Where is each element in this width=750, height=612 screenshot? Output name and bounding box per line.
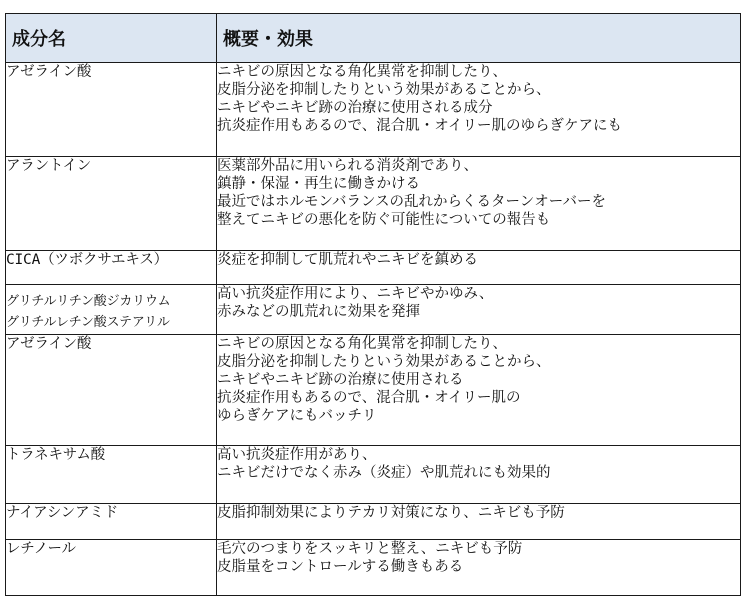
table-row	[6, 540, 741, 596]
description-cell	[217, 540, 741, 596]
description-line: 炎症を抑制して肌荒れやニキビを鎮める	[217, 252, 478, 268]
ingredient-name: CICA（ツボクサエキス）	[6, 252, 168, 268]
description-line: 皮脂量をコントロールする働きもある	[217, 559, 464, 575]
description-cell	[217, 446, 741, 504]
description-cell	[217, 285, 741, 335]
ingredient-name-cell	[6, 540, 217, 596]
description-line: 整えてニキビの悪化を防ぐ可能性についての報告も	[217, 212, 551, 228]
description-cell	[217, 335, 741, 446]
ingredient-name-cell	[6, 446, 217, 504]
description-line: 抗炎症作用もあるので、混合肌・オイリー肌のゆらぎケアにも	[217, 118, 622, 134]
description-line: 医薬部外品に用いられる消炎剤であり、	[217, 158, 478, 174]
table-body	[6, 63, 741, 596]
description-line: ニキビの原因となる角化異常を抑制したり、	[217, 64, 507, 80]
description-cell	[217, 504, 741, 540]
ingredient-name-cell	[6, 63, 217, 157]
description-line: 皮脂分泌を抑制したりという効果があることから、	[217, 82, 551, 98]
description-line: ニキビの原因となる角化異常を抑制したり、	[217, 336, 507, 352]
header-ingredient-name: 成分名	[6, 14, 217, 63]
table-row	[6, 251, 741, 285]
ingredient-name-cell	[6, 504, 217, 540]
description-cell	[217, 63, 741, 157]
ingredient-name: レチノール	[6, 541, 76, 557]
description-line: ニキビだけでなく赤み（炎症）や肌荒れにも効果的	[217, 465, 551, 481]
ingredient-name-cell	[6, 285, 217, 335]
table-header-row	[6, 14, 741, 63]
description-line: 皮脂抑制効果によりテカリ対策になり、ニキビも予防	[217, 505, 565, 521]
description-line: 赤みなどの肌荒れに効果を発揮	[217, 304, 420, 320]
description-line: 鎮静・保湿・再生に働きかける	[217, 176, 420, 192]
ingredient-name-cell	[6, 251, 217, 285]
description-line: 毛穴のつまりをスッキリと整え、ニキビも予防	[217, 541, 523, 557]
description-line: ゆらぎケアにもバッチリ	[217, 408, 377, 424]
description-cell	[217, 251, 741, 285]
table-row	[6, 285, 741, 335]
header-description: 概要・効果	[217, 14, 741, 63]
ingredient-name: グリチルリチン酸ジカリウム	[6, 294, 171, 309]
ingredient-name: アゼライン酸	[6, 336, 92, 352]
table-row	[6, 157, 741, 251]
table-row	[6, 63, 741, 157]
ingredient-name: アラントイン	[6, 158, 92, 174]
ingredient-name: グリチルレチン酸ステアリル	[6, 315, 170, 330]
description-cell	[217, 157, 741, 251]
description-line: ニキビやニキビ跡の治療に使用される	[217, 372, 464, 388]
description-line: 皮脂分泌を抑制したりという効果があることから、	[217, 354, 551, 370]
ingredient-name: ナイアシンアミド	[6, 505, 119, 521]
ingredient-name-cell	[6, 335, 217, 446]
table-row	[6, 335, 741, 446]
ingredients-table	[5, 13, 741, 596]
table-row	[6, 446, 741, 504]
description-line: 抗炎症作用もあるので、混合肌・オイリー肌の	[217, 390, 521, 406]
description-line: ニキビやニキビ跡の治療に使用される成分	[217, 100, 493, 116]
description-line: 最近ではホルモンバランスの乱れからくるターンオーバーを	[217, 194, 607, 210]
ingredient-name-cell	[6, 157, 217, 251]
ingredient-name: アゼライン酸	[6, 64, 92, 80]
table-row	[6, 504, 741, 540]
description-line: 高い抗炎症作用があり、	[217, 447, 377, 463]
ingredient-name: トラネキサム酸	[6, 447, 105, 463]
description-line: 高い抗炎症作用により、ニキビやかゆみ、	[217, 286, 494, 302]
